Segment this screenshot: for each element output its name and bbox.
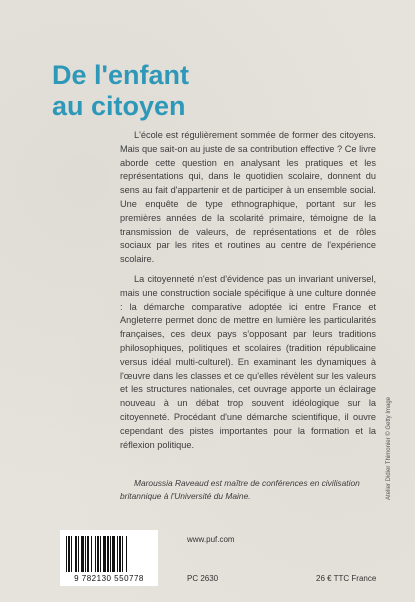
- photo-credit: Atelier Didier Thimonier © Getty Image: [386, 396, 392, 500]
- blurb-paragraph-1: L'école est régulièrement sommée de former des citoyens. Mais que sait-on au juste de sa contribution effective ? Ce livre aborde cette question en analysant les pratiques et les représentations qui, dans le quotidien scolaire, donnent du sens au fait d'appartenir et de participer à un ensemble social. Une enquête de type ethnographique, portant sur les premières années de la scolarité primaire, témoigne de la transmission de valeurs, de représentations et de rôles sociaux par les rites et routines au centre de l'expérience scolaire.: [120, 130, 376, 265]
- barcode-block: [60, 530, 158, 586]
- product-code: PC 2630: [187, 574, 219, 583]
- title-line-2: au citoyen: [52, 91, 186, 121]
- barcode-icon: [66, 536, 152, 572]
- blurb-paragraph-2: La citoyenneté n'est d'évidence pas un invariant universel, mais une construction sociale spécifique à une culture donnée : la démarche comparative adoptée ici entre France et Angleterre permet donc de mettre en lumière les particularités françaises, ces deux pays s'opposant par leurs traditions philosophiques, politiques et scolaires (tradition républicaine versus idéal multi-culturel). En examinant les dynamiques à l'œuvre dans les classes et ce qu'elles révèlent sur les valeurs et les structures nationales, cet ouvrage apporte un éclairage nouveau à un débat trop souvent idéologique sur la citoyenneté. Procédant d'une démarche scientifique, il ouvre cependant des pistes importantes pour la formation et la réflexion politique.: [120, 273, 376, 450]
- isbn-number: 9 782130 550778: [74, 574, 144, 583]
- book-title: [52, 60, 189, 122]
- publisher-website: www.puf.com: [187, 535, 235, 544]
- title-line-1: De l'enfant: [52, 60, 189, 90]
- price: 26 € TTC France: [316, 574, 377, 583]
- author-bio: Maroussia Raveaud est maître de conférences en civilisation britannique à l'Université du Maine.: [120, 478, 360, 501]
- blurb: [120, 129, 376, 458]
